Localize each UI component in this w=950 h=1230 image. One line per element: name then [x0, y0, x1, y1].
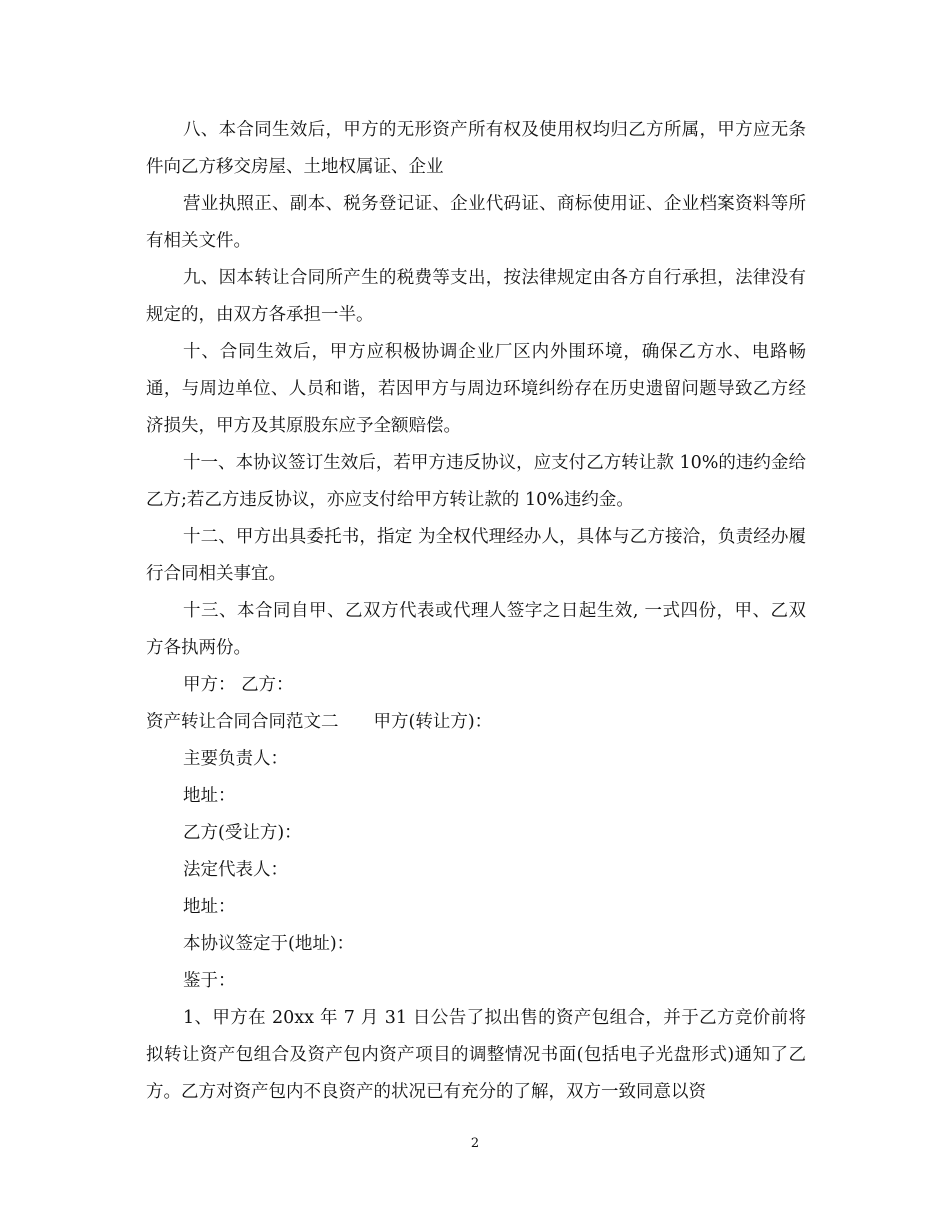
field-principal: 主要负责人： — [183, 749, 288, 769]
recital-1: 1、甲方在 20xx 年 7 月 31 日公告了拟出售的资产包组合，并于乙方竞价前将拟转让资产包组合及资产包内资产项目的调整情况书面(包括电子光盘形式)通知了乙方。乙方对资产包内不良资产的状况已有充分的了解，双方一致同意以资 — [146, 1008, 806, 1102]
second-contract-title: 资产转让合同合同范文二 甲方(转让方)： — [146, 712, 493, 732]
signature-line: 甲方： 乙方： — [183, 675, 294, 695]
field-party-b: 乙方(受让方)： — [183, 823, 302, 843]
clause-11: 十一、本协议签订生效后，若甲方违反协议，应支付乙方转让款 10%的违约金给乙方;若乙方违反协议，亦应支付给甲方转让款的 10%违约金。 — [146, 453, 806, 510]
page-number: 2 — [470, 1136, 480, 1151]
field-whereas: 鉴于： — [183, 971, 236, 991]
clause-8-continued: 营业执照正、副本、税务登记证、企业代码证、商标使用证、企业档案资料等所有相关文件。 — [146, 194, 806, 251]
clause-12: 十二、甲方出具委托书，指定 为全权代理经办人，具体与乙方接洽，负责经办履行合同相关事宜。 — [146, 527, 806, 584]
document-body — [146, 112, 806, 1111]
clause-8: 八、本合同生效后，甲方的无形资产所有权及使用权均归乙方所属，甲方应无条件向乙方移交房屋、土地权属证、企业 — [146, 120, 806, 177]
field-address-party-b: 地址： — [183, 897, 236, 917]
field-address-party-a: 地址： — [183, 786, 236, 806]
clause-9: 九、因本转让合同所产生的税费等支出，按法律规定由各方自行承担，法律没有规定的，由双方各承担一半。 — [146, 268, 806, 325]
clause-10: 十、合同生效后，甲方应积极协调企业厂区内外围环境，确保乙方水、电路畅通，与周边单位、人员和谐，若因甲方与周边环境纠纷存在历史遗留问题导致乙方经济损失，甲方及其原股东应予全额赔偿。 — [146, 342, 806, 436]
clause-13: 十三、本合同自甲、乙双方代表或代理人签字之日起生效, 一式四份，甲、乙双方各执两份。 — [146, 601, 806, 658]
field-legal-representative: 法定代表人： — [183, 860, 288, 880]
field-signing-location: 本协议签定于(地址)： — [183, 934, 355, 954]
